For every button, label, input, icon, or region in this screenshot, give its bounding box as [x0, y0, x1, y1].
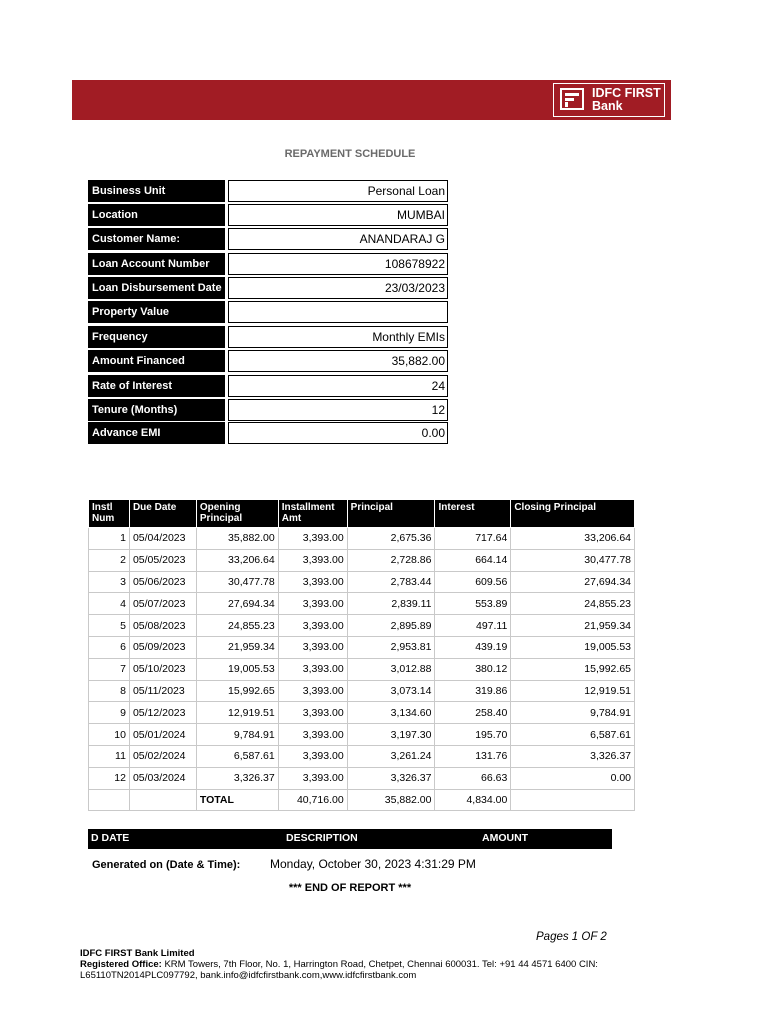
principal-cell: 3,012.88: [347, 658, 435, 680]
info-label: Loan Disbursement Date: [88, 277, 225, 299]
instl-num-cell: 9: [89, 702, 130, 724]
schedule-total-row: [89, 789, 635, 811]
due-date-cell: 05/01/2024: [129, 724, 196, 746]
table-row: [89, 593, 635, 615]
info-label: Tenure (Months): [88, 399, 225, 421]
principal-cell: 2,675.36: [347, 528, 435, 550]
schedule-body: [89, 528, 635, 790]
header-opening-principal: Opening Principal: [196, 500, 278, 528]
due-date-cell: 05/07/2023: [129, 593, 196, 615]
principal-cell: 3,326.37: [347, 767, 435, 789]
principal-cell: 2,728.86: [347, 549, 435, 571]
header-banner: [72, 80, 671, 120]
header-interest: Interest: [435, 500, 511, 528]
installment-cell: 3,393.00: [278, 549, 347, 571]
interest-cell: 66.63: [435, 767, 511, 789]
installment-cell: 3,393.00: [278, 593, 347, 615]
instl-num-cell: 12: [89, 767, 130, 789]
transactions-header-bar: [88, 829, 612, 849]
due-date-cell: 05/05/2023: [129, 549, 196, 571]
bank-logo-text: IDFC FIRST Bank: [592, 86, 661, 113]
info-value: Personal Loan: [228, 180, 448, 202]
interest-cell: 439.19: [435, 636, 511, 658]
total-interest: 4,834.00: [435, 789, 511, 811]
principal-cell: 2,839.11: [347, 593, 435, 615]
principal-cell: 3,197.30: [347, 724, 435, 746]
info-value: 24: [228, 375, 448, 397]
footer-company: IDFC FIRST Bank Limited: [80, 948, 195, 959]
due-date-cell: 05/08/2023: [129, 615, 196, 637]
interest-cell: 319.86: [435, 680, 511, 702]
generated-label: Generated on (Date & Time):: [92, 859, 241, 871]
opening-principal-cell: 15,992.65: [196, 680, 278, 702]
info-value: Monthly EMIs: [228, 326, 448, 348]
installment-cell: 3,393.00: [278, 571, 347, 593]
info-label: Property Value: [88, 301, 225, 323]
info-label: Location: [88, 204, 225, 226]
footer-contact-line: L65110TN2014PLC097792, bank.info@idfcfirstbank.com,www.idfcfirstbank.com: [80, 970, 417, 981]
info-value: ANANDARAJ G: [228, 228, 448, 250]
opening-principal-cell: 19,005.53: [196, 658, 278, 680]
info-value: MUMBAI: [228, 204, 448, 226]
interest-cell: 380.12: [435, 658, 511, 680]
due-date-cell: 05/12/2023: [129, 702, 196, 724]
table-row: [89, 571, 635, 593]
interest-cell: 553.89: [435, 593, 511, 615]
total-empty-cell: [129, 789, 196, 811]
installment-cell: 3,393.00: [278, 636, 347, 658]
info-label: Advance EMI: [88, 422, 225, 444]
due-date-cell: 05/09/2023: [129, 636, 196, 658]
footer: [80, 948, 598, 981]
info-label: Amount Financed: [88, 350, 225, 372]
info-label: Customer Name:: [88, 228, 225, 250]
installment-cell: 3,393.00: [278, 615, 347, 637]
opening-principal-cell: 24,855.23: [196, 615, 278, 637]
interest-cell: 258.40: [435, 702, 511, 724]
opening-principal-cell: 35,882.00: [196, 528, 278, 550]
total-label: TOTAL: [196, 789, 278, 811]
repayment-schedule-table: [88, 499, 635, 811]
table-row: [89, 680, 635, 702]
opening-principal-cell: 30,477.78: [196, 571, 278, 593]
opening-principal-cell: 3,326.37: [196, 767, 278, 789]
footer-office-label: Registered Office:: [80, 959, 162, 970]
bank-logo-icon: [560, 88, 586, 112]
principal-cell: 2,895.89: [347, 615, 435, 637]
schedule-header-row: [89, 500, 635, 528]
opening-principal-cell: 6,587.61: [196, 745, 278, 767]
due-date-cell: 05/10/2023: [129, 658, 196, 680]
principal-cell: 3,261.24: [347, 745, 435, 767]
table-row: [89, 528, 635, 550]
closing-principal-cell: 30,477.78: [511, 549, 635, 571]
opening-principal-cell: 9,784.91: [196, 724, 278, 746]
table-row: [89, 636, 635, 658]
bank-logo: [553, 83, 665, 117]
header-instl-num: Instl Num: [89, 500, 130, 528]
header-amount: AMOUNT: [482, 832, 529, 844]
table-row: [89, 702, 635, 724]
installment-cell: 3,393.00: [278, 528, 347, 550]
closing-principal-cell: 21,959.34: [511, 615, 635, 637]
closing-principal-cell: 27,694.34: [511, 571, 635, 593]
opening-principal-cell: 27,694.34: [196, 593, 278, 615]
info-label: Business Unit: [88, 180, 225, 202]
closing-principal-cell: 3,326.37: [511, 745, 635, 767]
principal-cell: 3,134.60: [347, 702, 435, 724]
opening-principal-cell: 33,206.64: [196, 549, 278, 571]
header-installment-amt: Installment Amt: [278, 500, 347, 528]
table-row: [89, 549, 635, 571]
due-date-cell: 05/11/2023: [129, 680, 196, 702]
closing-principal-cell: 0.00: [511, 767, 635, 789]
table-row: [89, 745, 635, 767]
total-empty-cell: [511, 789, 635, 811]
instl-num-cell: 7: [89, 658, 130, 680]
instl-num-cell: 5: [89, 615, 130, 637]
interest-cell: 497.11: [435, 615, 511, 637]
interest-cell: 131.76: [435, 745, 511, 767]
table-row: [89, 658, 635, 680]
interest-cell: 609.56: [435, 571, 511, 593]
interest-cell: 717.64: [435, 528, 511, 550]
info-value: 12: [228, 399, 448, 421]
table-row: [89, 615, 635, 637]
interest-cell: 195.70: [435, 724, 511, 746]
footer-office-text: KRM Towers, 7th Floor, No. 1, Harrington Road, Chetpet, Chennai 600031. Tel: +91 44 4571 6400 CIN:: [161, 959, 598, 970]
interest-cell: 664.14: [435, 549, 511, 571]
info-value: [228, 301, 448, 323]
opening-principal-cell: 21,959.34: [196, 636, 278, 658]
closing-principal-cell: 9,784.91: [511, 702, 635, 724]
total-empty-cell: [89, 789, 130, 811]
installment-cell: 3,393.00: [278, 658, 347, 680]
closing-principal-cell: 24,855.23: [511, 593, 635, 615]
principal-cell: 2,953.81: [347, 636, 435, 658]
instl-num-cell: 3: [89, 571, 130, 593]
closing-principal-cell: 15,992.65: [511, 658, 635, 680]
principal-cell: 3,073.14: [347, 680, 435, 702]
instl-num-cell: 2: [89, 549, 130, 571]
closing-principal-cell: 12,919.51: [511, 680, 635, 702]
due-date-cell: 05/02/2024: [129, 745, 196, 767]
info-label: Loan Account Number: [88, 253, 225, 275]
total-installment: 40,716.00: [278, 789, 347, 811]
header-description: DESCRIPTION: [286, 832, 358, 844]
footer-office-line: [80, 959, 598, 970]
header-date: D DATE: [91, 832, 130, 844]
header-due-date: Due Date: [129, 500, 196, 528]
installment-cell: 3,393.00: [278, 702, 347, 724]
instl-num-cell: 6: [89, 636, 130, 658]
principal-cell: 2,783.44: [347, 571, 435, 593]
opening-principal-cell: 12,919.51: [196, 702, 278, 724]
info-label: Rate of Interest: [88, 375, 225, 397]
page-title: REPAYMENT SCHEDULE: [284, 148, 416, 160]
closing-principal-cell: 6,587.61: [511, 724, 635, 746]
closing-principal-cell: 33,206.64: [511, 528, 635, 550]
info-label: Frequency: [88, 326, 225, 348]
info-value: 23/03/2023: [228, 277, 448, 299]
due-date-cell: 05/06/2023: [129, 571, 196, 593]
installment-cell: 3,393.00: [278, 767, 347, 789]
total-principal: 35,882.00: [347, 789, 435, 811]
header-closing-principal: Closing Principal: [511, 500, 635, 528]
installment-cell: 3,393.00: [278, 724, 347, 746]
instl-num-cell: 10: [89, 724, 130, 746]
table-row: [89, 767, 635, 789]
info-value: 108678922: [228, 253, 448, 275]
due-date-cell: 05/03/2024: [129, 767, 196, 789]
header-principal: Principal: [347, 500, 435, 528]
instl-num-cell: 1: [89, 528, 130, 550]
info-value: 35,882.00: [228, 350, 448, 372]
page-number: Pages 1 OF 2: [536, 931, 607, 943]
instl-num-cell: 4: [89, 593, 130, 615]
table-row: [89, 724, 635, 746]
info-value: 0.00: [228, 422, 448, 444]
instl-num-cell: 8: [89, 680, 130, 702]
installment-cell: 3,393.00: [278, 680, 347, 702]
instl-num-cell: 11: [89, 745, 130, 767]
due-date-cell: 05/04/2023: [129, 528, 196, 550]
end-of-report: *** END OF REPORT ***: [288, 882, 412, 894]
installment-cell: 3,393.00: [278, 745, 347, 767]
generated-value: Monday, October 30, 2023 4:31:29 PM: [270, 857, 476, 871]
closing-principal-cell: 19,005.53: [511, 636, 635, 658]
